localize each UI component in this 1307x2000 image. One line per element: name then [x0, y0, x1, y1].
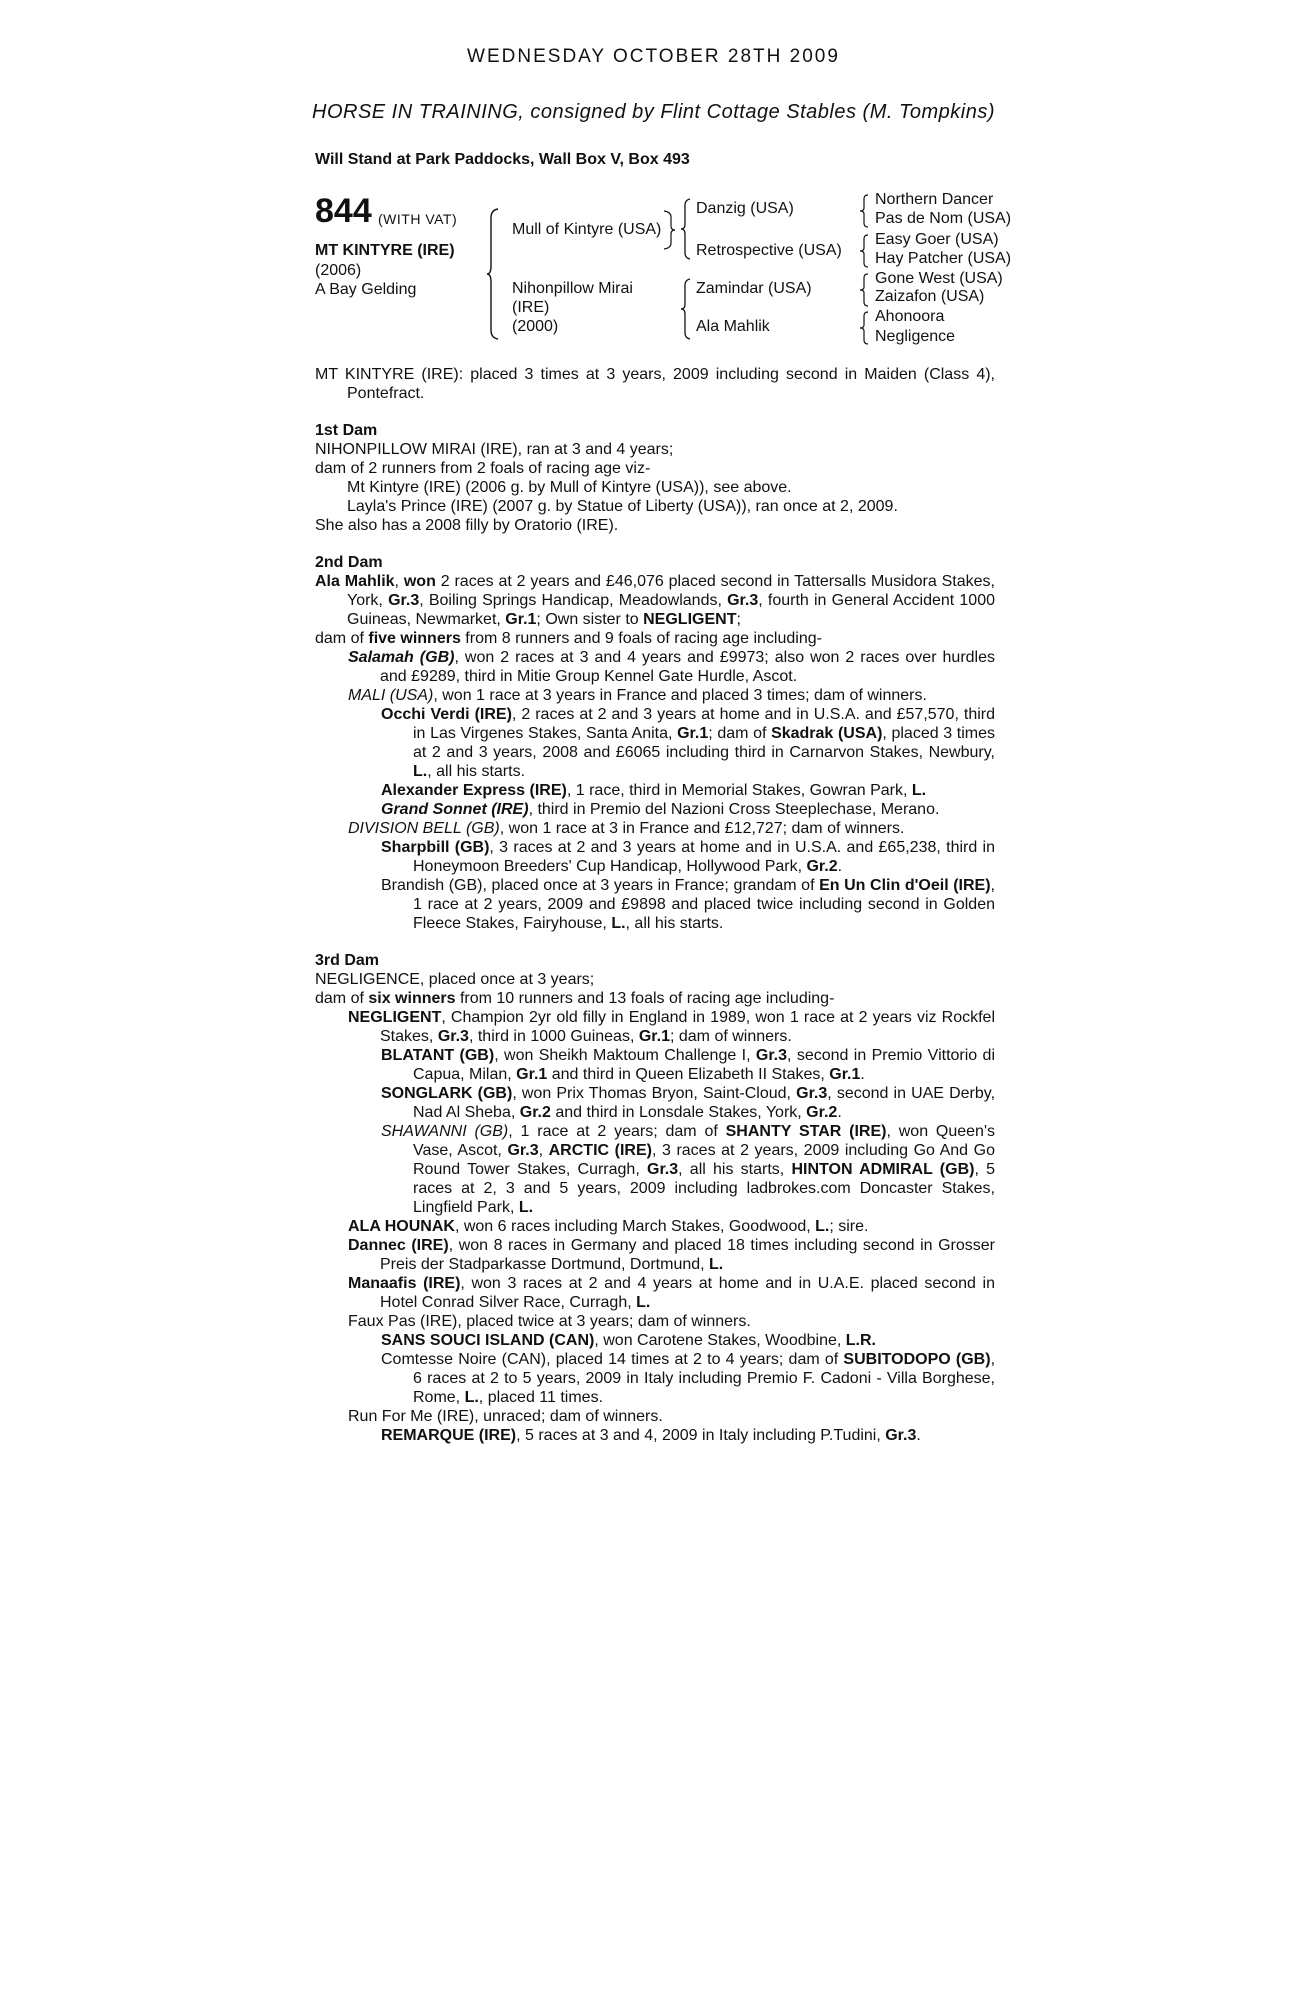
pedigree-sire-sire: Danzig (USA)	[696, 200, 794, 217]
pedigree-brace-sire	[680, 198, 694, 260]
pedigree-dsd: Zaizafon (USA)	[875, 288, 985, 305]
pedigree-sdd: Hay Patcher (USA)	[875, 250, 1012, 267]
lot-number: 844	[315, 192, 372, 230]
first-dam-line: She also has a 2008 filly by Oratorio (IRE).	[315, 517, 619, 534]
third-dam-entry: SONGLARK (GB), won Prix Thomas Bryon, Saint-Cloud, Gr.3, second in UAE Derby, Nad Al Sheba, Gr.2 and third in Lonsdale Stakes, York, Gr.2.	[381, 1085, 996, 1121]
first-dam-line: Mt Kintyre (IRE) (2006 g. by Mull of Kintyre (USA)), see above.	[347, 479, 792, 496]
second-dam-entry: dam of five winners from 8 runners and 9 foals of racing age including-	[315, 630, 822, 647]
racing-summary: MT KINTYRE (IRE): placed 3 times at 3 years, 2009 including second in Maiden (Class 4), Pontefract.	[315, 366, 995, 402]
third-dam-entry: NEGLIGENCE, placed once at 3 years;	[315, 971, 595, 988]
pedigree-sss: Northern Dancer	[875, 191, 994, 208]
pedigree-brace-sd	[859, 234, 871, 268]
third-dam-entry: Run For Me (IRE), unraced; dam of winners.	[348, 1408, 663, 1425]
first-dam-line: Layla's Prince (IRE) (2007 g. by Statue of Liberty (USA)), ran once at 2, 2009.	[347, 498, 898, 515]
pedigree-brace-ss	[859, 194, 871, 228]
pedigree-brace-ds	[859, 273, 871, 307]
second-dam-entry: Brandish (GB), placed once at 3 years in France; grandam of En Un Clin d'Oeil (IRE), 1 race at 2 years, 2009 and £9898 and placed twice including second in Golden Fleece Stakes, Fairyhouse, L., all his starts.	[381, 877, 995, 932]
sale-date: WEDNESDAY OCTOBER 28TH 2009	[467, 46, 840, 67]
third-dam-entry: NEGLIGENT, Champion 2yr old filly in England in 1989, won 1 race at 2 years viz Rockfel Stakes, Gr.3, third in 1000 Guineas, Gr.1; dam of winners.	[348, 1009, 995, 1045]
third-dam-entry: SHAWANNI (GB), 1 race at 2 years; dam of SHANTY STAR (IRE), won Queen's Vase, Ascot, Gr.3, ARCTIC (IRE), 3 races at 2 years, 2009 including Go And Go Round Tower Stakes, Curragh, Gr.3, all his starts, HINTON ADMIRAL (GB), 5 races at 2, 3 and 5 years, 2009 including ladbrokes.com Doncaster Stakes, Lingfield Park, L.	[381, 1123, 996, 1216]
first-dam-line: NIHONPILLOW MIRAI (IRE), ran at 3 and 4 years;	[315, 441, 674, 458]
horse-name: MT KINTYRE (IRE)	[315, 242, 455, 259]
stand-location: Will Stand at Park Paddocks, Wall Box V, Box 493	[315, 151, 690, 168]
third-dam-entry: REMARQUE (IRE), 5 races at 3 and 4, 2009 in Italy including P.Tudini, Gr.3.	[381, 1427, 921, 1444]
pedigree-brace-main	[486, 208, 502, 340]
horse-year: (2006)	[315, 262, 362, 279]
second-dam-entry: Salamah (GB), won 2 races at 3 and 4 years and £9973; also won 2 races over hurdles and £9289, third in Mitie Group Kennel Gate Hurdle, Ascot.	[348, 649, 995, 685]
third-dam-entry: BLATANT (GB), won Sheikh Maktoum Challenge I, Gr.3, second in Premio Vittorio di Capua, Milan, Gr.1 and third in Queen Elizabeth II Stakes, Gr.1.	[381, 1047, 996, 1083]
third-dam-entry: ALA HOUNAK, won 6 races including March Stakes, Goodwood, L.; sire.	[348, 1218, 869, 1235]
pedigree-dam-sire: Zamindar (USA)	[696, 280, 812, 297]
first-dam-heading: 1st Dam	[315, 422, 378, 439]
vat-note: (WITH VAT)	[378, 211, 458, 227]
third-dam-entry: SANS SOUCI ISLAND (CAN), won Carotene Stakes, Woodbine, L.R.	[381, 1332, 876, 1349]
pedigree-brace-sire-left	[663, 210, 677, 250]
catalogue-body	[315, 365, 995, 1445]
pedigree-ddd: Negligence	[875, 328, 956, 345]
first-dam-line: dam of 2 runners from 2 foals of racing age viz-	[315, 460, 651, 477]
second-dam-entry: Sharpbill (GB), 3 races at 2 and 3 years at home and in U.S.A. and £65,238, third in Honeymoon Breeders' Cup Handicap, Hollywood Park, Gr.2.	[381, 839, 996, 875]
second-dam-entry: Grand Sonnet (IRE), third in Premio del Nazioni Cross Steeplechase, Merano.	[381, 801, 940, 818]
third-dam-entry: Faux Pas (IRE), placed twice at 3 years; dam of winners.	[348, 1313, 751, 1330]
pedigree-dam-year: (2000)	[512, 318, 559, 335]
horse-description: A Bay Gelding	[315, 281, 417, 298]
third-dam-heading: 3rd Dam	[315, 952, 380, 969]
pedigree-sds: Easy Goer (USA)	[875, 231, 999, 248]
pedigree-dss: Gone West (USA)	[875, 270, 1003, 287]
second-dam-heading: 2nd Dam	[315, 554, 383, 571]
pedigree-dam-dam: Ala Mahlik	[696, 318, 770, 335]
consignment-line: HORSE IN TRAINING, consigned by Flint Cottage Stables (M. Tompkins)	[312, 101, 995, 123]
pedigree-dam: Nihonpillow Mirai	[512, 280, 633, 297]
pedigree-ssd: Pas de Nom (USA)	[875, 210, 1012, 227]
third-dam-entry: Comtesse Noire (CAN), placed 14 times at 2 to 4 years; dam of SUBITODOPO (GB), 6 races at 2 to 5 years, 2009 in Italy including Premio F. Cadoni - Villa Borghese, Rome, L., placed 11 times.	[381, 1351, 996, 1406]
third-dam-entry: Dannec (IRE), won 8 races in Germany and placed 18 times including second in Grosser Preis der Stadparkasse Dortmund, Dortmund, L.	[348, 1237, 995, 1273]
second-dam-entry: Ala Mahlik, won 2 races at 2 years and £46,076 placed second in Tattersalls Musidora Stakes, York, Gr.3, Boiling Springs Handicap, Meadowlands, Gr.3, fourth in General Accident 1000 Guineas, Newmarket, Gr.1; Own sister to NEGLIGENT;	[315, 573, 996, 628]
pedigree-sire-dam: Retrospective (USA)	[696, 242, 842, 259]
third-dam-entry: dam of six winners from 10 runners and 13 foals of racing age including-	[315, 990, 835, 1007]
pedigree-sire: Mull of Kintyre (USA)	[512, 221, 662, 238]
pedigree-dam-country: (IRE)	[512, 299, 550, 316]
second-dam-entry: Alexander Express (IRE), 1 race, third in Memorial Stakes, Gowran Park, L.	[381, 782, 927, 799]
third-dam-entry: Manaafis (IRE), won 3 races at 2 and 4 years at home and in U.A.E. placed second in Hotel Conrad Silver Race, Curragh, L.	[348, 1275, 995, 1311]
second-dam-entry: Occhi Verdi (IRE), 2 races at 2 and 3 years at home and in U.S.A. and £57,570, third in Las Virgenes Stakes, Santa Anita, Gr.1; dam of Skadrak (USA), placed 3 times at 2 and 3 years, 2008 and £6065 including third in Carnarvon Stakes, Newbury, L., all his starts.	[381, 706, 996, 780]
pedigree-brace-dam	[680, 278, 694, 340]
second-dam-entry: DIVISION BELL (GB), won 1 race at 3 in France and £12,727; dam of winners.	[348, 820, 905, 837]
second-dam-entry: MALI (USA), won 1 race at 3 years in France and placed 3 times; dam of winners.	[348, 687, 927, 704]
pedigree-brace-dd	[859, 311, 871, 345]
pedigree-dds: Ahonoora	[875, 308, 945, 325]
